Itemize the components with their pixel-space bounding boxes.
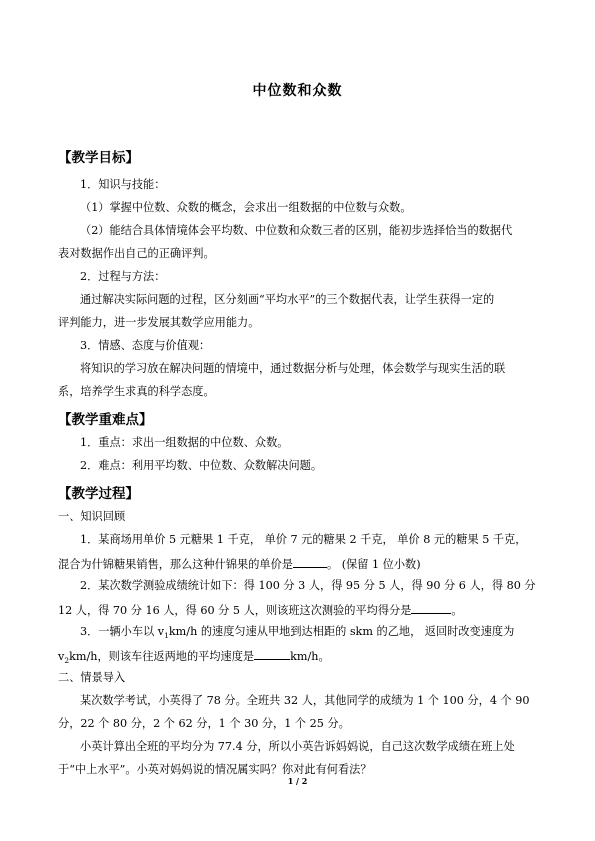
question-text: km/h。 [290, 650, 330, 663]
subscript: 2 [64, 656, 70, 666]
goals-line: 评判能力，进一步发展其数学应用能力。 [58, 316, 260, 329]
question-line [58, 648, 330, 668]
goals-line: 将知识的学习放在解决问题的情境中，通过数据分析与处理，体会数学与现实生活的联 [80, 362, 506, 375]
goals-line: 系，培养学生求真的科学态度。 [58, 385, 215, 398]
question-text: 。 [451, 604, 463, 617]
question-text: km/h，则该车往返两地的平均速度是 [69, 650, 255, 663]
goals-line: 2．过程与方法： [80, 270, 166, 283]
scenario-line: 某次数学考试，小英得了 78 分。全班共 32 人，其他同学的成绩为 1 个 100 分，4 个 90 [80, 694, 530, 707]
goals-line: 3．情感、态度与价值观： [80, 339, 211, 352]
question-text: km/h 的速度匀速从甲地到达相距的 skm 的乙地， 返回时改变速度为 [168, 625, 515, 638]
question-line [80, 625, 514, 643]
question-line [58, 602, 463, 618]
goals-line: 表对数据作出自己的正确评判。 [58, 247, 215, 260]
goals-line: 1．知识与技能： [80, 178, 166, 191]
answer-blank [411, 602, 451, 614]
key-point-line: 2．难点：利用平均数、中位数、众数解决问题。 [80, 459, 323, 472]
scenario-line: 于“中上水平”。小英对妈妈说的情况属实吗？你对此有何看法？ [58, 763, 372, 776]
key-point-line: 1．重点：求出一组数据的中位数、众数。 [80, 436, 289, 449]
section-title: 一、知识回顾 [58, 510, 126, 523]
page-number: 1 / 2 [287, 776, 308, 786]
goals-heading: 【教学目标】 [58, 150, 139, 166]
question-line: 1．某商场用单价 5 元糖果 1 千克， 单价 7 元的糖果 2 千克， 单价 8 元的糖果 5 千克， [80, 533, 527, 546]
question-text: 混合为什锦糖果销售，那么这种什锦果的单价是 [58, 558, 293, 571]
question-text: v [58, 650, 65, 663]
question-text: 12 人，得 70 分 16 人，得 60 分 5 人，则该班这次测验的平均得分是 [58, 604, 412, 617]
document-title: 中位数和众数 [252, 83, 343, 99]
question-text: 3．一辆小车以 v [80, 625, 165, 638]
subscript: 1 [164, 631, 169, 641]
key-points-heading: 【教学重难点】 [58, 412, 153, 428]
question-line: 2．某次数学测验成绩统计如下：得 100 分 3 人，得 95 分 5 人，得 90 分 6 人，得 80 分 [80, 579, 536, 592]
scenario-line: 分，22 个 80 分，2 个 62 分，1 个 30 分，1 个 25 分。 [58, 717, 350, 730]
question-text: 。 (保留 1 位小数) [326, 558, 421, 571]
question-line [58, 556, 421, 572]
goals-line: （1）掌握中位数、众数的概念，会求出一组数据的中位数与众数。 [80, 201, 412, 214]
section-title: 二、情景导入 [58, 671, 126, 684]
answer-blank [293, 556, 327, 568]
answer-blank [254, 648, 290, 660]
goals-line: 通过解决实际问题的过程，区分刻画“平均水平”的三个数据代表，让学生获得一定的 [80, 293, 495, 306]
goals-line: （2）能结合具体情境体会平均数、中位数和众数三者的区别，能初步选择恰当的数据代 [80, 224, 513, 237]
process-heading: 【教学过程】 [58, 486, 139, 502]
scenario-line: 小英计算出全班的平均分为 77.4 分，所以小英告诉妈妈说，自己这次数学成绩在班上处 [80, 740, 515, 753]
